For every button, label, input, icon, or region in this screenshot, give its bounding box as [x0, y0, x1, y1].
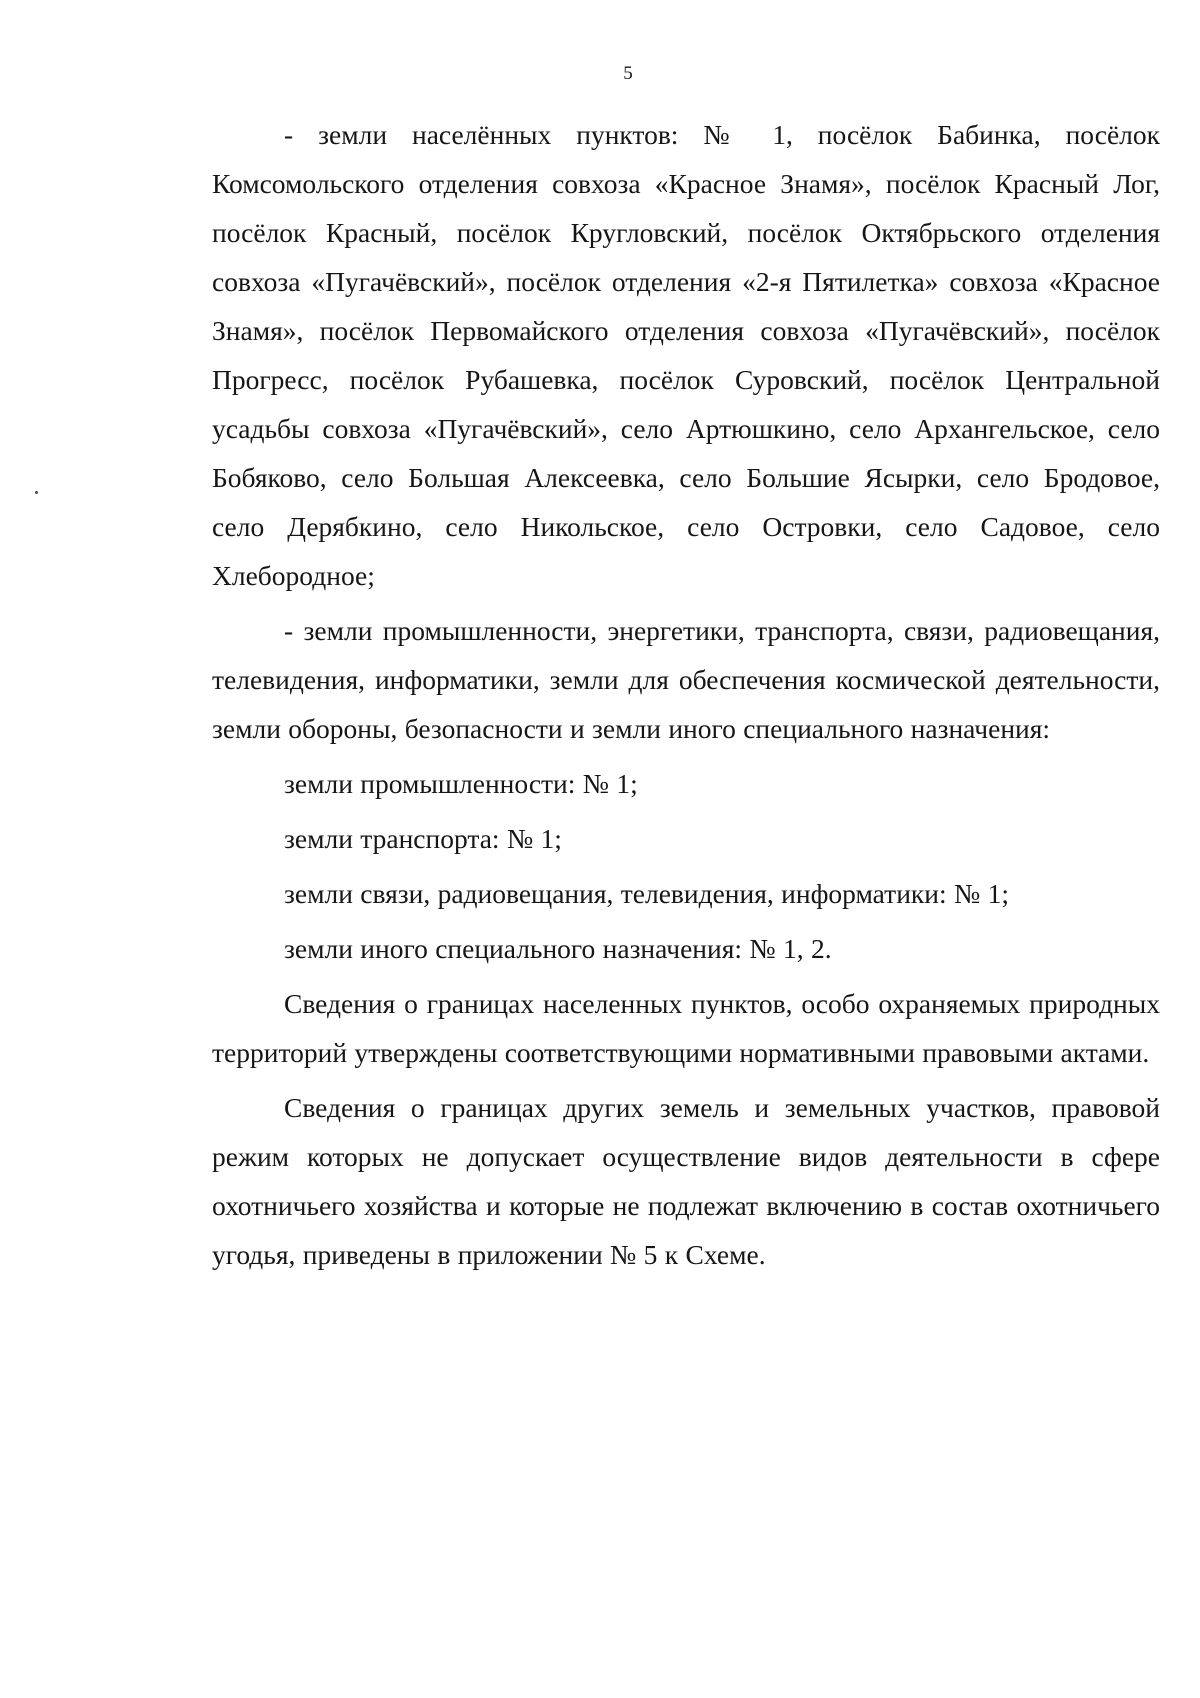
list-item-industry-lands: земли промышленности: № 1;	[284, 768, 638, 799]
document-body	[212, 110, 1160, 1279]
page-number: 5	[623, 63, 633, 84]
list-item-transport-lands: земли транспорта: № 1;	[284, 823, 562, 854]
paragraph-other-land-boundaries: Сведения о границах других земель и земельных участков, правовой режим которых не допускает осуществление видов деятельности в сфере охотничьего хозяйства и которые не подлежат включению в состав охотничьего угодья, приведены в приложении № 5 к Схеме.	[212, 1092, 1160, 1270]
paragraph-settlement-lands: - земли населённых пунктов: № 1, посёлок Бабинка, посёлок Комсомольского отделения совхоза «Красное Знамя», посёлок Красный Лог, посёлок Красный, посёлок Кругловский, посёлок Октябрьского отделения совхоза «Пугачёвский», посёлок отделения «2-я Пятилетка» совхоза «Красное Знамя», посёлок Первомайского отделения совхоза «Пугачёвский», посёлок Прогресс, посёлок Рубашевка, посёлок Суровский, посёлок Центральной усадьбы совхоза «Пугачёвский», село Артюшкино, село Архангельское, село Бобяково, село Большая Алексеевка, село Большие Ясырки, село Бродовое, село Дерябкино, село Никольское, село Островки, село Садовое, село Хлебородное;	[212, 119, 1160, 591]
scan-speck	[35, 491, 38, 494]
list-item-other-special-lands: земли иного специального назначения: № 1, 2.	[284, 933, 832, 964]
list-item-communication-lands: земли связи, радиовещания, телевидения, информатики: № 1;	[284, 878, 1010, 909]
paragraph-special-purpose-lands: - земли промышленности, энергетики, транспорта, связи, радиовещания, телевидения, информатики, земли для обеспечения космической деятельности, земли обороны, безопасности и земли иного специального назначения:	[212, 615, 1160, 744]
paragraph-settlement-boundaries: Сведения о границах населенных пунктов, особо охраняемых природных территорий утверждены соответствующими нормативными правовыми актами.	[212, 988, 1160, 1068]
